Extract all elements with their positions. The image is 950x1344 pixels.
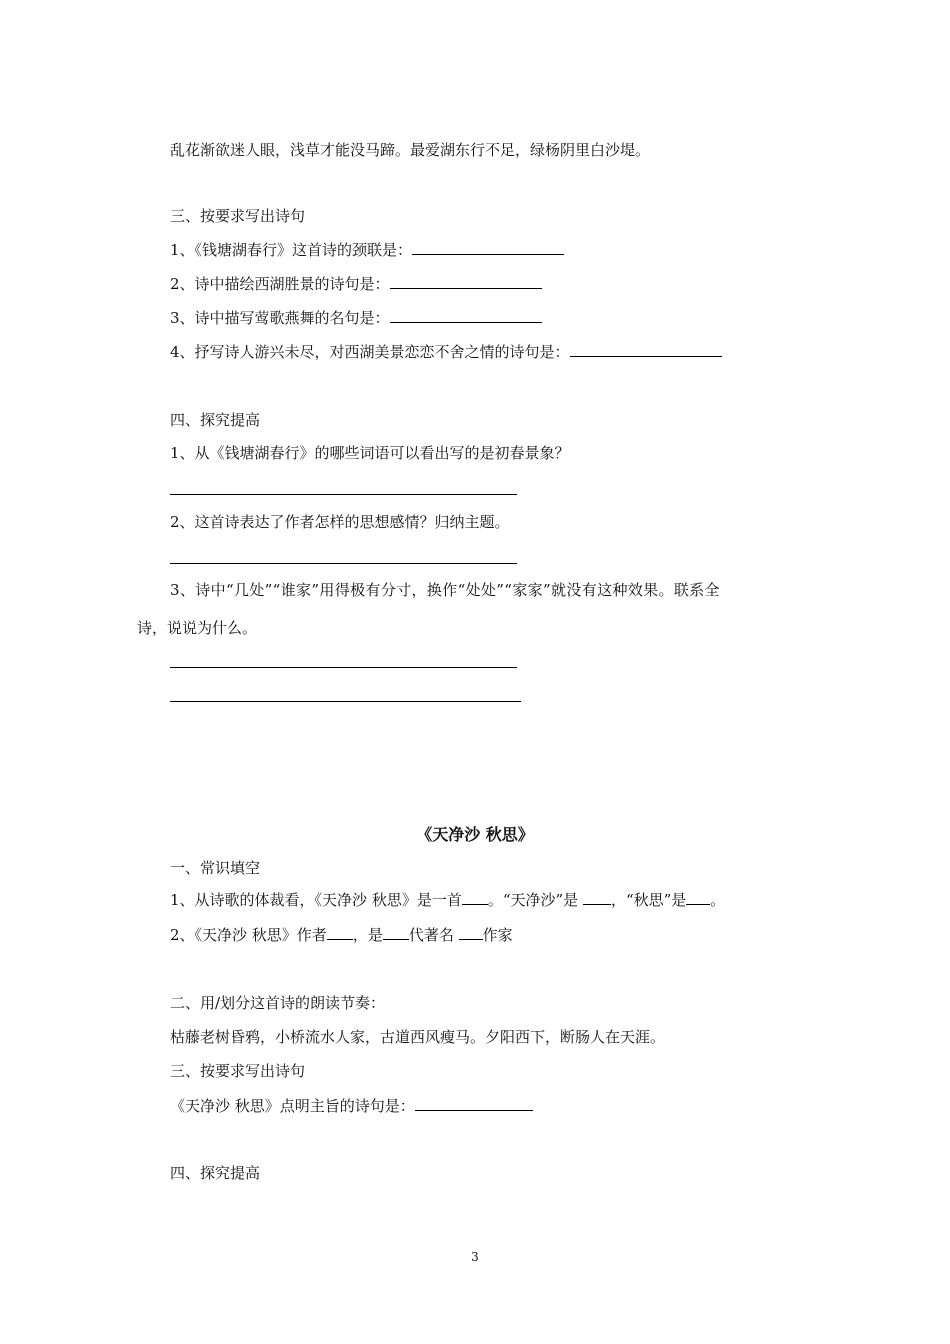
answer-blank[interactable] bbox=[390, 274, 542, 289]
question-4: 4、抒写诗人游兴未尽，对西湖美景恋恋不舍之情的诗句是： bbox=[170, 342, 722, 362]
answer-line[interactable] bbox=[170, 701, 521, 702]
poem-text: 枯藤老树昏鸦，小桥流水人家，古道西风瘦马。夕阳西下，断肠人在天涯。 bbox=[170, 1028, 666, 1046]
explore-question-1: 1、从《钱塘湖春行》的哪些词语可以看出写的是初春景象？ bbox=[170, 444, 570, 462]
section-heading-rhythm: 二、用/划分这首诗的朗读节奏： bbox=[170, 994, 386, 1012]
explore-question-2: 2、这首诗表达了作者怎样的思想感情？归纳主题。 bbox=[170, 513, 510, 531]
section-heading-explore-2: 四、探究提高 bbox=[170, 1164, 261, 1182]
question-1: 1、《钱塘湖春行》这首诗的颈联是： bbox=[170, 240, 564, 260]
explore-question-3: 3、诗中“几处”“谁家”用得极有分寸，换作“处处”“家家”就没有这种效果。联系全 bbox=[170, 581, 720, 599]
answer-blank[interactable] bbox=[462, 890, 488, 905]
answer-blank[interactable] bbox=[686, 890, 710, 905]
poem-title: 《天净沙 秋思》 bbox=[416, 825, 534, 844]
poem-line: 乱花渐欲迷人眼，浅草才能没马蹄。最爱湖东行不足，绿杨阴里白沙堤。 bbox=[170, 141, 651, 159]
question-3: 3、诗中描写莺歌燕舞的名句是： bbox=[170, 308, 542, 328]
answer-line[interactable] bbox=[170, 667, 517, 668]
section-heading-write-lines: 三、按要求写出诗句 bbox=[170, 207, 306, 225]
answer-blank[interactable] bbox=[583, 890, 611, 905]
section-heading-explore: 四、探究提高 bbox=[170, 411, 261, 429]
section-heading-knowledge: 一、常识填空 bbox=[170, 859, 261, 877]
answer-line[interactable] bbox=[170, 563, 517, 564]
answer-blank[interactable] bbox=[383, 925, 409, 940]
answer-line[interactable] bbox=[170, 494, 517, 495]
question-2: 2、诗中描绘西湖胜景的诗句是： bbox=[170, 274, 542, 294]
knowledge-question-2: 2、《天净沙 秋思》作者 ，是 代著名 作家 bbox=[170, 926, 513, 944]
answer-blank[interactable] bbox=[390, 308, 542, 323]
answer-blank[interactable] bbox=[412, 240, 564, 255]
answer-blank[interactable] bbox=[327, 925, 353, 940]
knowledge-question-1: 1、从诗歌的体裁看，《天净沙 秋思》是一首 。“天净沙”是 ，“秋思”是 。 bbox=[170, 891, 726, 909]
answer-blank[interactable] bbox=[570, 342, 722, 357]
answer-blank[interactable] bbox=[459, 925, 483, 940]
theme-question: 《天净沙 秋思》点明主旨的诗句是： bbox=[170, 1096, 533, 1116]
answer-blank[interactable] bbox=[415, 1096, 533, 1111]
explore-question-3-cont: 诗，说说为什么。 bbox=[137, 619, 258, 637]
section-heading-write-lines-2: 三、按要求写出诗句 bbox=[170, 1062, 306, 1080]
page-number: 3 bbox=[471, 1250, 479, 1264]
